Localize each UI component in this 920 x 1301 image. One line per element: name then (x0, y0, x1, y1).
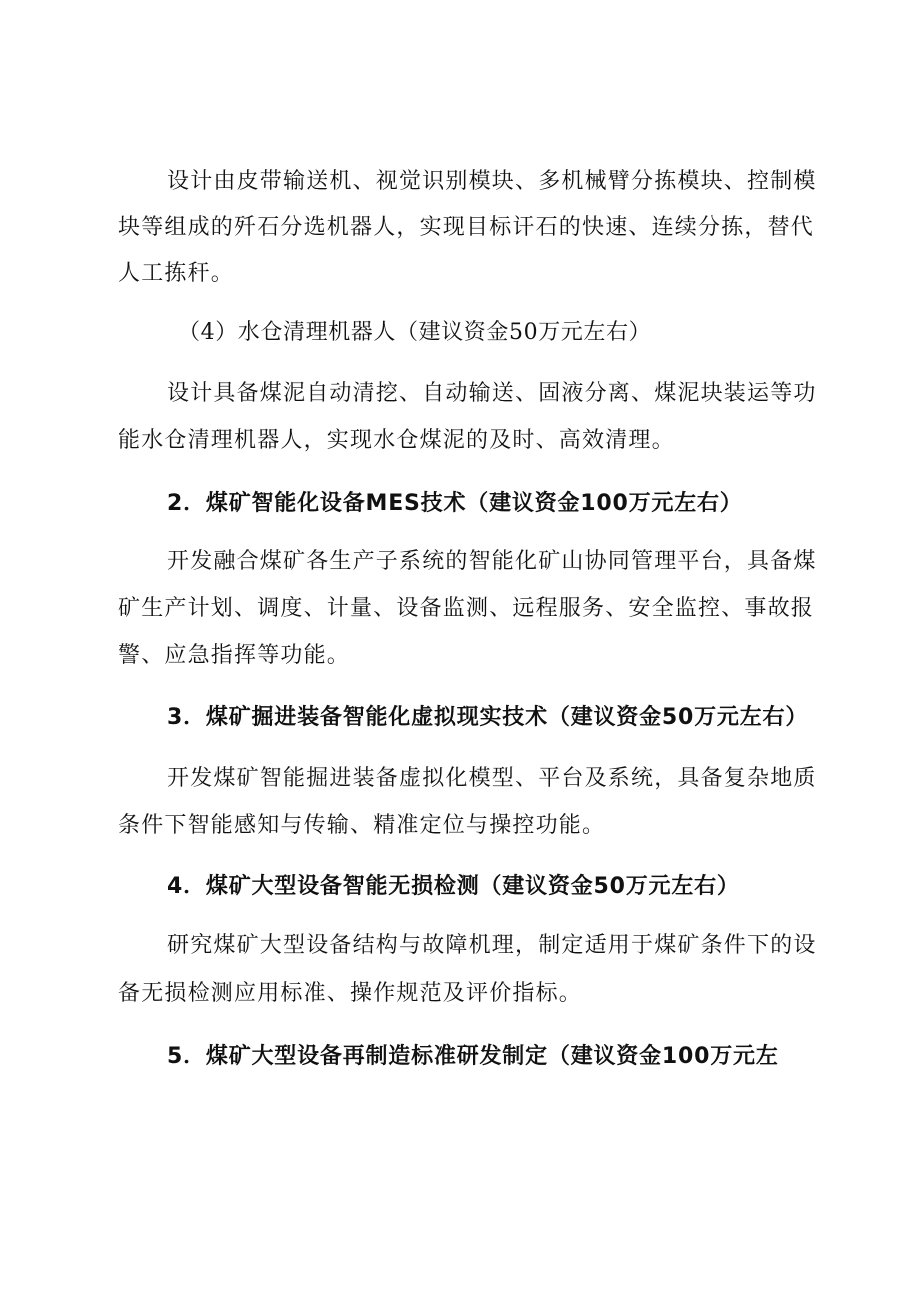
subheading: （4）水仓清理机器人（建议资金50万元左右） (178, 320, 652, 345)
paragraph-line: 条件下智能感知与传输、精准定位与操控功能。 (118, 813, 606, 838)
paragraph-line: 警、应急指挥等功能。 (118, 643, 351, 668)
paragraph-line: 开发煤矿智能掘进装备虚拟化模型、平台及系统，具备复杂地质 (167, 766, 817, 791)
paragraph-line: 块等组成的歼石分选机器人，实现目标讦石的快速、连续分拣，替代 (118, 215, 815, 240)
paragraph-line: 能水仓清理机器人，实现水仓煤泥的及时、高效清理。 (118, 428, 675, 453)
section-heading: 3．煤矿掘进装备智能化虚拟现实技术（建议资金50万元左右） (167, 705, 809, 730)
paragraph-line: 备无损检测应用标准、操作规范及评价指标。 (118, 981, 583, 1006)
section-heading: 4．煤矿大型设备智能无损检测（建议资金50万元左右） (167, 874, 740, 899)
paragraph-line: 矿生产计划、调度、计量、设备监测、远程服务、安全监控、事故报 (118, 596, 815, 621)
paragraph-line: 设计由皮带输送机、视觉识别模块、多机械臂分拣模块、控制模 (167, 169, 817, 194)
section-heading: 2．煤矿智能化设备MES技术（建议资金100万元左右） (167, 491, 743, 516)
paragraph-line: 人工拣秆。 (118, 261, 235, 286)
paragraph-line: 设计具备煤泥自动清挖、自动输送、固液分离、煤泥块装运等功 (167, 381, 817, 406)
section-heading: 5．煤矿大型设备再制造标准研发制定（建议资金100万元左 (167, 1044, 779, 1069)
paragraph-line: 开发融合煤矿各生产子系统的智能化矿山协同管理平台，具备煤 (167, 549, 817, 574)
paragraph-line: 研究煤矿大型设备结构与故障机理，制定适用于煤矿条件下的设 (167, 933, 817, 958)
